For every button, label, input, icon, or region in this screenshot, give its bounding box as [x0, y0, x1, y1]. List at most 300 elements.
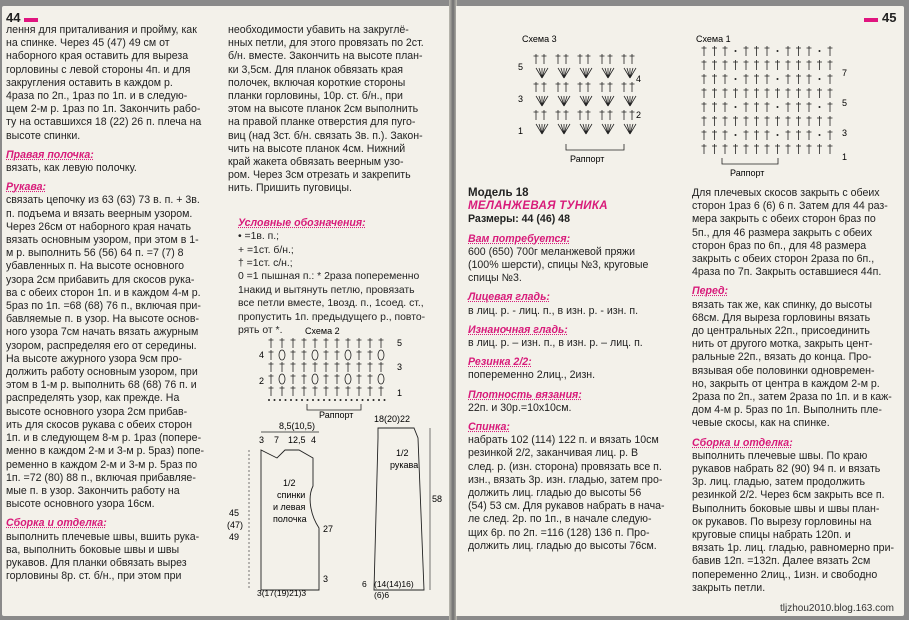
text-line: выполнить плечевые швы. По краю — [692, 449, 868, 462]
scheme-1-title: Схема 1 — [696, 34, 731, 44]
text-line: вязать так же, как спинку, до высоты — [692, 298, 872, 311]
dc-stitch-icon — [357, 374, 362, 384]
puff-stitch-icon — [279, 374, 285, 384]
puff-stitch-icon — [312, 374, 318, 384]
height-3-label: 3 — [323, 574, 329, 584]
dc-stitch-icon — [368, 374, 373, 384]
dc-stitch-icon — [712, 46, 717, 56]
dc-stitch-icon — [622, 54, 627, 64]
fan-stitch-icon — [624, 96, 636, 106]
dc-stitch-icon — [828, 130, 833, 140]
chain-stitch-icon — [362, 399, 364, 401]
dc-stitch-icon — [269, 374, 274, 384]
dc-stitch-icon — [600, 82, 605, 92]
dc-stitch-icon — [564, 110, 569, 120]
dc-stitch-icon — [786, 74, 791, 84]
dc-stitch-icon — [324, 350, 329, 360]
back-text — [468, 434, 688, 553]
svg-text:спинки: спинки — [277, 490, 306, 500]
text-line: ральные 22п., вязать до конца. Про- — [692, 351, 872, 364]
svg-text:7: 7 — [274, 435, 280, 445]
text-line: ки 3,5см. Для планок обвязать края — [228, 63, 404, 76]
text-line: этом на высоте планок 2см выполнить — [228, 103, 419, 116]
puff-stitch-icon — [345, 374, 351, 384]
puff-stitch-icon — [378, 374, 384, 384]
text-line: на спинке. Через 45 (47) 49 см от — [6, 37, 170, 50]
fan-stitch-icon — [580, 124, 592, 134]
dc-stitch-icon — [586, 82, 591, 92]
chain-stitch-icon — [345, 399, 347, 401]
dc-stitch-icon — [313, 386, 318, 396]
dc-stitch-icon — [357, 386, 362, 396]
text-line: ного узора 7см начать вязать ажурным — [6, 326, 199, 339]
text-line: выполнить плечевые швы, вшить рука- — [6, 530, 200, 543]
dc-stitch-icon — [302, 338, 307, 348]
page-accent-bar-right — [864, 18, 878, 22]
chain-stitch-icon — [735, 50, 737, 52]
text-line: распределять узор, как прежде. На — [6, 392, 180, 405]
fan-stitch-icon — [536, 124, 548, 134]
dc-stitch-icon — [733, 88, 738, 98]
chain-stitch-icon — [356, 399, 358, 401]
dc-stitch-icon — [807, 60, 812, 70]
svg-text:7: 7 — [842, 68, 848, 78]
dc-stitch-icon — [357, 338, 362, 348]
text-line: ременно в каждом 2-м и 3-м р. 5раз по — [6, 458, 198, 471]
text-line: ва с обеих сторон 1п. и в каждом 4-м р. — [6, 286, 201, 299]
dc-stitch-icon — [324, 362, 329, 372]
chain-stitch-icon — [290, 399, 292, 401]
puff-stitch-icon — [279, 350, 285, 360]
right-page — [456, 6, 904, 616]
scheme-1-diagram — [692, 32, 862, 182]
dc-stitch-icon — [269, 386, 274, 396]
dc-stitch-icon — [379, 338, 384, 348]
text-line: п. подъема и вязать веерным узором. — [6, 207, 193, 220]
dc-stitch-icon — [712, 88, 717, 98]
dc-stitch-icon — [269, 338, 274, 348]
dc-stitch-icon — [346, 338, 351, 348]
dc-stitch-icon — [712, 130, 717, 140]
text-line: закругления оставить в каждом р. — [6, 76, 173, 89]
dc-stitch-icon — [357, 362, 362, 372]
text-line: ок рукавов. По вырезу горловины на — [692, 515, 872, 528]
dc-stitch-icon — [586, 54, 591, 64]
dc-stitch-icon — [630, 110, 635, 120]
scheme-1-rapport: Раппорт — [730, 168, 765, 178]
legend-row-sc: + =1ст. б/н.; — [238, 244, 294, 256]
dc-stitch-icon — [702, 116, 707, 126]
text-line: вязать основным узором, при этом в 1- — [6, 234, 199, 247]
text-line: узора 2см прибавить для скосов рука- — [6, 273, 195, 286]
dc-stitch-icon — [608, 110, 613, 120]
text-line: Через 26см от наборного края начать — [6, 220, 192, 233]
finishing-heading: Сборка и отделка: — [692, 436, 793, 449]
left-page — [2, 6, 451, 616]
dc-stitch-icon — [796, 74, 801, 84]
dc-stitch-icon — [379, 362, 384, 372]
dc-stitch-icon — [379, 386, 384, 396]
puff-stitch-icon — [345, 350, 351, 360]
dc-stitch-icon — [564, 82, 569, 92]
dc-stitch-icon — [765, 130, 770, 140]
sleeves-text — [6, 194, 224, 511]
page-number-left: 44 — [6, 10, 21, 25]
dc-stitch-icon — [578, 54, 583, 64]
gauge-heading: Плотность вязания: — [468, 388, 582, 401]
assembly-heading: Сборка и отделка: — [6, 517, 107, 530]
svg-text:3: 3 — [259, 435, 265, 445]
dc-stitch-icon — [744, 144, 749, 154]
text-line: 1п. и в следующем 8-м р. 1раз (попере- — [6, 432, 202, 445]
stockinette-heading: Лицевая гладь: — [468, 291, 550, 304]
text-line: изн., вязать 3р. изн. гладью, затем про- — [468, 473, 663, 486]
dc-stitch-icon — [817, 144, 822, 154]
dc-stitch-icon — [754, 116, 759, 126]
text-line: сторон 1раз 6 (6) 6 п. Затем для 44 раз- — [692, 200, 888, 213]
dc-stitch-icon — [534, 110, 539, 120]
dc-stitch-icon — [269, 362, 274, 372]
reverse-stockinette-heading: Изнаночная гладь: — [468, 323, 568, 336]
text-line: вязать, как левую полочку. — [6, 162, 137, 175]
text-line: 2раза по 2п., затем 2раза по 1п. и в каж- — [692, 391, 892, 404]
dc-stitch-icon — [291, 374, 296, 384]
dc-stitch-icon — [744, 88, 749, 98]
dc-stitch-icon — [828, 88, 833, 98]
chain-stitch-icon — [296, 399, 298, 401]
dc-stitch-icon — [723, 88, 728, 98]
text-line: чевые скосы, как на спинке. — [692, 417, 830, 430]
dc-stitch-icon — [600, 110, 605, 120]
dc-stitch-icon — [723, 46, 728, 56]
text-line: высоте основного узора 16см. — [6, 498, 155, 511]
dc-stitch-icon — [291, 362, 296, 372]
dc-stitch-icon — [723, 60, 728, 70]
scheme-1-stitches — [702, 46, 833, 154]
dc-stitch-icon — [542, 82, 547, 92]
scheme-2-row-3: 3 — [397, 362, 403, 372]
dc-stitch-icon — [368, 350, 373, 360]
dc-stitch-icon — [775, 116, 780, 126]
text-line: рукавов. Для планки обвязать вырез — [6, 556, 187, 569]
dc-stitch-icon — [817, 60, 822, 70]
chain-stitch-icon — [274, 399, 276, 401]
text-line: ить для скосов рукава с обеих сторон — [6, 418, 192, 431]
sleeve-height-label: 58 — [432, 494, 443, 504]
dc-stitch-icon — [817, 88, 822, 98]
text-line: Для плечевых скосов закрыть с обеих — [692, 187, 880, 199]
fan-stitch-icon — [580, 96, 592, 106]
dc-stitch-icon — [754, 46, 759, 56]
text-line: 5п., для 46 размера закрыть с обеих — [692, 226, 873, 239]
dc-stitch-icon — [807, 102, 812, 112]
dc-stitch-icon — [775, 60, 780, 70]
text-line: 22п. и 30р.=10х10см. — [468, 401, 572, 414]
sleeves-heading: Рукава: — [6, 181, 47, 194]
text-line: 600 (650) 700г меланжевой пряжи — [468, 245, 636, 258]
right-front-heading: Правая полочка: — [6, 148, 94, 161]
text-line: попеременно 2лиц., 2изн. — [468, 369, 596, 382]
svg-text:1/2: 1/2 — [396, 448, 409, 458]
dc-stitch-icon — [302, 374, 307, 384]
dc-stitch-icon — [765, 46, 770, 56]
text-line: (54) 53 см. Для рукавов набрать в нача- — [468, 500, 665, 513]
dc-stitch-icon — [828, 116, 833, 126]
dc-stitch-icon — [817, 116, 822, 126]
dc-stitch-icon — [534, 54, 539, 64]
text-line: круговые спицы набрать 120п. и — [692, 529, 851, 542]
svg-text:5: 5 — [842, 98, 848, 108]
legend-list: • =1в. п.; + =1ст. б/н.; † =1ст. с/н.; 0 =1 пышная п.: * 2раза попеременно 1накид и вытянуть петлю, провязать все петли вместе, 1возд. п., 1соед. ст., пропустить 1п. предыдущего р., повто- рять от *. — [238, 230, 446, 337]
legend-heading: Условные обозначения: — [238, 217, 366, 229]
text-line: закрыть с обеих сторон 2раза по 6п., — [692, 253, 875, 266]
svg-text:(47): (47) — [227, 520, 244, 530]
text-line: 4раза по 7п. Закрыть оставшиеся 44п. — [692, 266, 882, 279]
stockinette-text — [468, 305, 688, 318]
text-line: должить работу основным узором, при — [6, 366, 198, 379]
finishing-text — [692, 450, 898, 595]
text-line: менно в каждом 2-м и 3-м р. 5раз) попе- — [6, 445, 205, 458]
dc-stitch-icon — [744, 102, 749, 112]
chain-stitch-icon — [329, 399, 331, 401]
fan-stitch-icon — [624, 68, 636, 78]
svg-text:4: 4 — [636, 74, 642, 84]
sizes-line: Размеры: 44 (46) 48 — [468, 213, 570, 226]
svg-text:2: 2 — [636, 110, 642, 120]
scheme-3-rapport: Раппорт — [570, 154, 605, 164]
dc-stitch-icon — [346, 386, 351, 396]
dc-stitch-icon — [786, 130, 791, 140]
dc-stitch-icon — [786, 60, 791, 70]
dc-stitch-icon — [712, 74, 717, 84]
chain-stitch-icon — [735, 78, 737, 80]
dc-stitch-icon — [712, 102, 717, 112]
svg-text:4: 4 — [311, 435, 317, 445]
dc-stitch-icon — [744, 74, 749, 84]
chain-stitch-icon — [351, 399, 353, 401]
dc-stitch-icon — [796, 60, 801, 70]
text-line: ле след. 2р. по 1п., в начале следую- — [468, 513, 652, 526]
legend-row-chain: • =1в. п.; — [238, 231, 280, 243]
height-27-label: 27 — [323, 524, 334, 534]
text-line: рукавов набрать 82 (90) 94 п. и вязать — [692, 463, 881, 476]
dc-stitch-icon — [744, 60, 749, 70]
model-title: МЕЛАНЖЕВАЯ ТУНИКА — [468, 200, 608, 213]
dc-stitch-icon — [556, 82, 561, 92]
dc-stitch-icon — [368, 386, 373, 396]
dc-stitch-icon — [702, 46, 707, 56]
text-line: ром. Через 3см отрезать и закрепить — [228, 169, 411, 182]
text-line: набрать 102 (114) 122 п. и вязать 10см — [468, 434, 659, 447]
puff-symbol-icon: 0 — [238, 271, 244, 283]
scheme-2-diagram — [247, 324, 427, 420]
fan-stitch-icon — [624, 124, 636, 134]
dc-stitch-icon — [733, 144, 738, 154]
text-line: чить на высоте планок 4см. Нижний — [228, 142, 406, 155]
text-line: ва, выполнить боковые швы и швы — [6, 543, 180, 556]
dc-stitch-icon — [775, 88, 780, 98]
dc-stitch-icon — [796, 130, 801, 140]
dc-stitch-icon — [723, 102, 728, 112]
chain-stitch-icon — [334, 399, 336, 401]
chain-stitch-icon — [819, 50, 821, 52]
svg-text:45: 45 — [229, 508, 240, 518]
dc-stitch-icon — [324, 338, 329, 348]
dc-stitch-icon — [324, 386, 329, 396]
text-line: след. р. (изн. сторона) провязать все п. — [468, 460, 662, 473]
page-accent-bar — [24, 18, 38, 22]
chain-stitch-icon — [819, 106, 821, 108]
svg-text:6: 6 — [362, 579, 367, 589]
front-back-pattern — [227, 420, 347, 598]
text-line: необходимости убавить на закруглё- — [228, 24, 409, 36]
dc-stitch-icon — [796, 144, 801, 154]
svg-text:и левая: и левая — [273, 502, 306, 512]
scheme-3-stitches — [534, 54, 637, 134]
text-line: попеременно 2лиц., 1изн. и свободно — [692, 568, 878, 581]
dc-stitch-icon — [702, 60, 707, 70]
chain-stitch-icon — [367, 399, 369, 401]
dc-stitch-icon — [368, 338, 373, 348]
svg-text:1/2: 1/2 — [283, 478, 296, 488]
gauge-text — [468, 402, 688, 415]
text-line: высоте основного узора 2см прибав- — [6, 405, 188, 418]
text-line: нных петли, для этого провязать по 2ст. — [228, 37, 424, 50]
scheme-2-row-2: 2 — [259, 376, 265, 386]
text-line: виц (над 3ст. б/н. связать 3в. п.). Закон- — [228, 129, 423, 142]
dc-stitch-icon — [534, 82, 539, 92]
scheme-2-row-4: 4 — [259, 350, 265, 360]
dc-stitch-icon — [796, 102, 801, 112]
text-line: планки горловины, 10р. ст. б/н., при — [228, 90, 403, 103]
dc-stitch-icon — [796, 88, 801, 98]
text-line: 68см. Для выреза горловины вязать — [692, 311, 871, 324]
dc-stitch-icon — [335, 350, 340, 360]
dc-stitch-icon — [542, 54, 547, 64]
fan-stitch-icon — [558, 68, 570, 78]
front-heading: Перед: — [692, 285, 729, 298]
dc-stitch-icon — [357, 350, 362, 360]
text-line: мера закрыть с обеих сторон 6раз по — [692, 213, 876, 226]
watermark: tljzhou2010.blog.163.com — [780, 603, 894, 614]
dc-stitch-icon — [754, 102, 759, 112]
text-line: закрыть петли. — [692, 581, 766, 594]
dc-stitch-icon — [723, 130, 728, 140]
reverse-stockinette-text — [468, 337, 688, 350]
text-line: должить лиц. гладью до высоты 76см. — [468, 539, 657, 552]
text-line: дом 4-м р. 5раз по 1п. Выполнить пле- — [692, 404, 882, 417]
dc-stitch-icon — [630, 82, 635, 92]
dc-stitch-icon — [702, 102, 707, 112]
svg-text:полочка: полочка — [273, 514, 307, 524]
dc-stitch-icon — [807, 88, 812, 98]
dc-stitch-icon — [807, 74, 812, 84]
text-line: ту на оставшихся 18 (22) 26 п. плеча на — [6, 116, 202, 129]
chain-stitch-icon — [777, 106, 779, 108]
text-line: горловины с левой стороны 4п. и для — [6, 63, 191, 76]
scheme-2-stitches — [268, 338, 386, 401]
legend-block — [238, 211, 446, 337]
dc-stitch-icon — [608, 54, 613, 64]
text-line: спицы №3. — [468, 272, 522, 285]
materials-heading: Вам потребуется: — [468, 232, 571, 245]
dc-stitch-icon — [807, 116, 812, 126]
dc-stitch-icon — [828, 46, 833, 56]
dc-stitch-icon — [564, 54, 569, 64]
sleeve-bottom-label: (14(14)16) — [374, 579, 414, 589]
dc-stitch-icon — [324, 374, 329, 384]
dc-stitch-icon — [556, 110, 561, 120]
text-line: узором, распределяя его от середины. — [6, 339, 197, 352]
text-line: нить от другого мотка, закрыть цент- — [692, 338, 873, 351]
rib-heading: Резинка 2/2: — [468, 356, 532, 369]
chain-stitch-icon — [384, 399, 386, 401]
dc-stitch-icon — [786, 102, 791, 112]
svg-text:49: 49 — [229, 532, 240, 542]
svg-text:5: 5 — [518, 62, 524, 72]
text-line: сторон 6раз по 6п., для 48 размера — [692, 239, 867, 252]
dot-symbol-icon: • — [238, 231, 242, 243]
text-line: б/н. вместе. Закончить на высоте план- — [228, 50, 423, 63]
text-line: в лиц. р. - лиц. п., в изн. р. - изн. п. — [468, 304, 639, 317]
chain-stitch-icon — [301, 399, 303, 401]
dc-stitch-icon — [702, 144, 707, 154]
dc-stitch-icon — [280, 362, 285, 372]
fan-stitch-icon — [602, 68, 614, 78]
chain-stitch-icon — [819, 134, 821, 136]
svg-text:рукава: рукава — [390, 460, 419, 470]
dc-stitch-icon — [368, 362, 373, 372]
dc-stitch-icon — [723, 144, 728, 154]
svg-text:1: 1 — [518, 126, 524, 136]
text-line: до центральных 22п., присоединить — [692, 325, 870, 338]
dc-stitch-icon — [586, 110, 591, 120]
dc-stitch-icon — [807, 144, 812, 154]
dc-stitch-icon — [712, 144, 717, 154]
dc-stitch-icon — [723, 74, 728, 84]
text-line: щем 2-м р. 1раз по 1п. Закончить рабо- — [6, 103, 201, 116]
shoulder-text — [692, 187, 898, 279]
legend-row-dc: † =1ст. с/н.; — [238, 258, 293, 270]
dc-stitch-icon — [291, 386, 296, 396]
dc-stitch-icon — [313, 362, 318, 372]
assembly-text — [6, 531, 224, 584]
fan-stitch-icon — [602, 96, 614, 106]
text-line: полочек, включая короткие стороны — [228, 76, 406, 89]
legend-row-puff: 0 =1 пышная п.: * 2раза попеременно — [238, 271, 420, 283]
chain-stitch-icon — [777, 78, 779, 80]
scheme-3-diagram — [514, 32, 674, 172]
scheme-2-row-1: 1 — [397, 388, 403, 398]
dc-stitch-icon — [702, 88, 707, 98]
dc-stitch-icon — [765, 60, 770, 70]
chain-stitch-icon — [268, 399, 270, 401]
text-line: 5раз по 1п. =68 (68) 76 п., включая при- — [6, 300, 201, 313]
dc-stitch-icon — [744, 46, 749, 56]
dc-stitch-icon — [702, 74, 707, 84]
dc-stitch-icon — [754, 88, 759, 98]
dc-stitch-icon — [754, 74, 759, 84]
dc-stitch-icon — [578, 110, 583, 120]
svg-text:(6)6: (6)6 — [374, 590, 390, 600]
dc-stitch-icon — [280, 386, 285, 396]
sleeve-pattern — [352, 410, 448, 600]
left-column-2 — [228, 24, 446, 196]
model-line: Модель 18 — [468, 187, 529, 199]
chain-stitch-icon — [777, 50, 779, 52]
text-line: высоте спинки. — [6, 129, 81, 142]
dc-stitch-icon — [807, 46, 812, 56]
